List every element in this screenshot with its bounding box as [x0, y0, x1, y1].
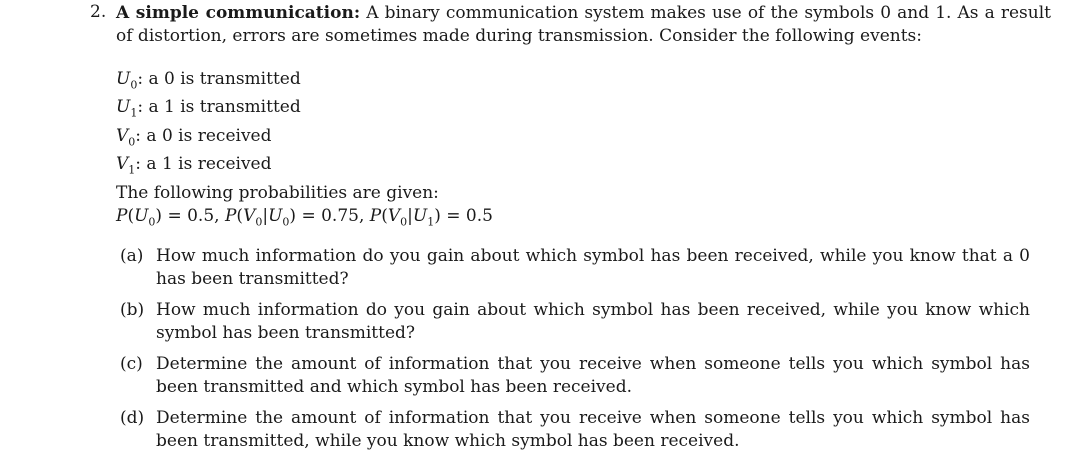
part-c-label: (c): [120, 354, 143, 374]
question-parts: [120, 245, 1030, 461]
problem-number: 2.: [90, 2, 107, 22]
part-a-label: (a): [120, 246, 144, 266]
given-label: The following probabilities are given:: [116, 182, 439, 203]
part-b-label: (b): [120, 300, 145, 320]
event-u1: $U_1$: a 1 is transmitted: [116, 97, 301, 120]
part-c-text: Determine the amount of information that you receive when someone tells you which symbol has been transmitted and which symbol has been received.: [156, 354, 1030, 397]
part-a: [120, 245, 1030, 291]
part-d-text: Determine the amount of information that you receive when someone tells you which symbol has been transmitted, while you know which symbol has been received.: [156, 408, 1030, 451]
event-u0: $U_0$: a 0 is transmitted: [116, 69, 301, 92]
probability-list: $P(U_0) = 0.5$, $P(V_0|U_0) = 0.75$, $P(V_0|U_1) = 0.5$: [116, 205, 493, 228]
problem-intro: [116, 2, 1051, 48]
event-list: [116, 68, 493, 233]
part-c: [120, 353, 1030, 399]
part-d: [120, 407, 1030, 453]
part-d-label: (d): [120, 408, 145, 428]
prob-v0-given-u1: $P(V_0|U_1) = 0.5$: [369, 205, 493, 228]
prob-u0: $P(U_0) = 0.5$: [116, 205, 215, 228]
event-v0: $V_0$: a 0 is received: [116, 125, 272, 149]
event-v1: $V_1$: a 1 is received: [116, 154, 272, 177]
part-a-text: How much information do you gain about which symbol has been received, while you know that a 0 has been transmitted?: [156, 246, 1030, 289]
part-b: [120, 299, 1030, 345]
problem-title: A simple communication:: [116, 3, 361, 23]
part-b-text: How much information do you gain about which symbol has been received, while you know which symbol has been transmitted?: [156, 300, 1030, 343]
problem-intro-text: A binary communication system makes use of the symbols 0 and 1. As a result of distortion, errors are sometimes made during transmission. Consider the following events:: [116, 3, 1051, 46]
prob-v0-given-u0: $P(V_0|U_0) = 0.75$: [224, 205, 359, 228]
